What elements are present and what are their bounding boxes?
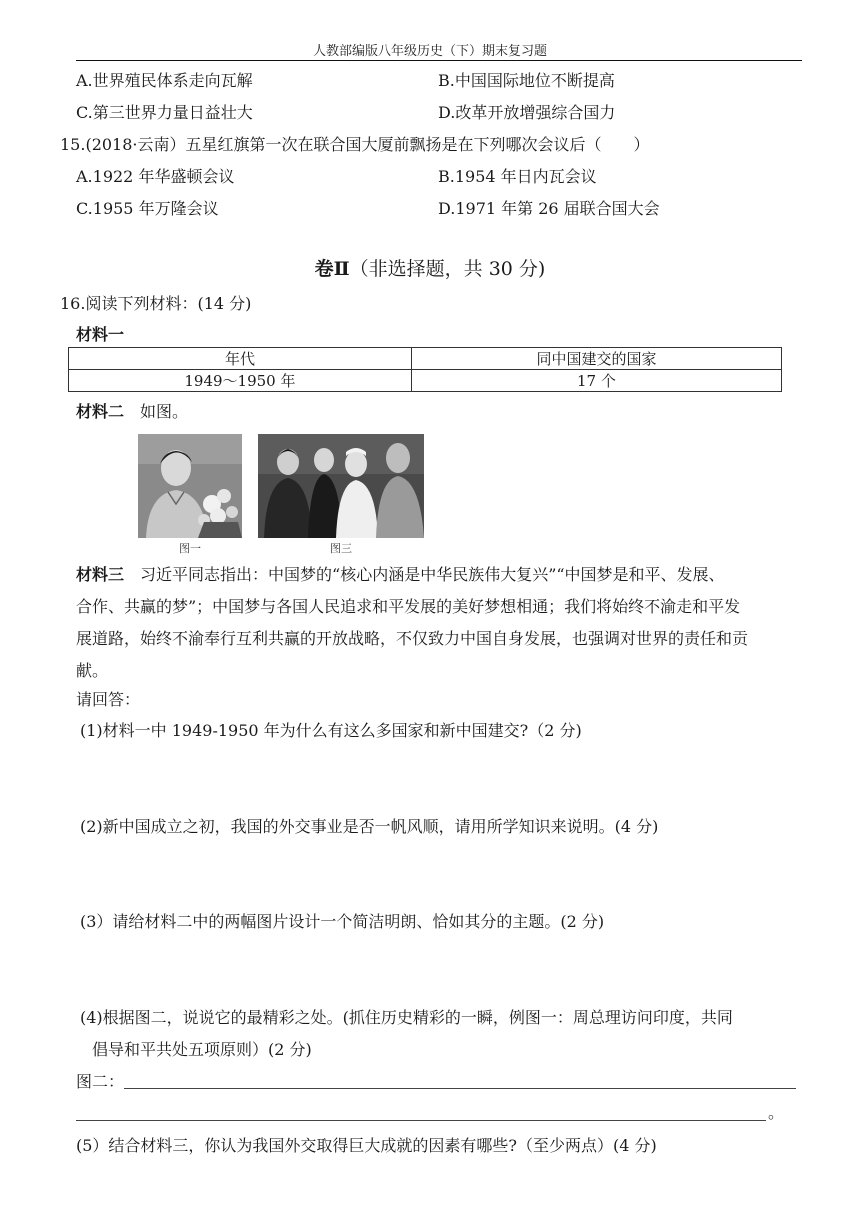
answer-blank-line-2 <box>76 1120 766 1121</box>
sub-question-4-line-2: 倡导和平共处五项原则）(2 分) <box>92 1040 312 1059</box>
material1-table <box>68 347 782 392</box>
table-row <box>69 370 782 392</box>
answer-blank-end: 。 <box>768 1103 785 1122</box>
q15-option-d: D.1971 年第 26 届联合国大会 <box>438 199 660 218</box>
material3-line-1 <box>76 559 788 591</box>
q15-option-a: A.1922 年华盛顿会议 <box>76 167 235 186</box>
figure-1 <box>138 434 242 558</box>
q15-stem: 15.(2018·云南）五星红旗第一次在联合国大厦前飘扬是在下列哪次会议后（ ） <box>60 135 650 154</box>
figure-1-caption: 图一 <box>179 542 201 555</box>
answer-prompt: 请回答： <box>76 690 141 709</box>
sub-question-3: (3）请给材料二中的两幅图片设计一个简洁明朗、恰如其分的主题。(2 分) <box>80 912 605 931</box>
material3-line-2: 合作、共赢的梦”；中国梦与各国人民追求和平发展的美好梦想相通；我们将始终不渝走和平发 <box>76 597 741 616</box>
answer-blank-line-1 <box>124 1088 796 1089</box>
material2-label: 材料二 <box>76 402 125 421</box>
section-title <box>0 256 860 282</box>
figure-3 <box>258 434 424 558</box>
sub-question-4-line-1: (4)根据图二，说说它的最精彩之处。(抓住历史精彩的一瞬，例图一：周总理访问印度，共同 <box>80 1008 733 1027</box>
material2-text: 如图。 <box>140 402 189 421</box>
figure-1-photo <box>138 434 242 538</box>
table-cell: 17 个 <box>411 370 781 392</box>
q14-option-d: D.改革开放增强综合国力 <box>438 103 616 122</box>
q14-option-b: B.中国国际地位不断提高 <box>438 71 615 90</box>
table-cell: 1949～1950 年 <box>69 370 412 392</box>
sub-question-2: (2)新中国成立之初，我国的外交事业是否一帆风顺，请用所学知识来说明。(4 分) <box>80 817 659 836</box>
section-title-volume: 卷Ⅱ <box>314 258 350 280</box>
q16-stem: 16.阅读下列材料：(14 分) <box>60 294 252 313</box>
figure-3-caption: 图三 <box>330 542 352 555</box>
material3-line-4: 献。 <box>76 661 109 680</box>
material3-paragraph <box>76 559 788 687</box>
q15-option-c: C.1955 年万隆会议 <box>76 199 219 218</box>
figure-1-image <box>138 434 242 538</box>
sub-question-1: (1)材料一中 1949-1950 年为什么有这么多国家和新中国建交?（2 分) <box>80 721 582 740</box>
material3-label: 材料三 <box>76 565 125 584</box>
q14-option-a: A.世界殖民体系走向瓦解 <box>76 71 253 90</box>
material3-line-3: 展道路，始终不渝奉行互利共赢的开放战略，不仅致力中国自身发展，也强调对世界的责任和贡 <box>76 629 749 648</box>
material3-text: 习近平同志指出：中国梦的“核心内涵是中华民族伟大复兴”“中国梦是和平、发展、 <box>140 565 725 584</box>
q14-option-c: C.第三世界力量日益壮大 <box>76 103 253 122</box>
figure-3-photo <box>258 434 424 538</box>
table-header-cell: 同中国建交的国家 <box>411 348 781 370</box>
page-header-title: 人教部编版八年级历史（下）期末复习题 <box>312 44 547 59</box>
header-divider <box>76 60 802 61</box>
q15-option-b: B.1954 年日内瓦会议 <box>438 167 597 186</box>
material2-line <box>76 401 188 423</box>
table-header-cell: 年代 <box>69 348 412 370</box>
figure-3-image <box>258 434 424 538</box>
figure-2-answer-label: 图二： <box>76 1072 125 1091</box>
section-title-rest: （非选择题，共 30 分) <box>349 258 546 280</box>
material1-label: 材料一 <box>76 325 125 344</box>
table-header-row <box>69 348 782 370</box>
sub-question-5: (5）结合材料三，你认为我国外交取得巨大成就的因素有哪些?（至少两点）(4 分) <box>76 1136 657 1155</box>
